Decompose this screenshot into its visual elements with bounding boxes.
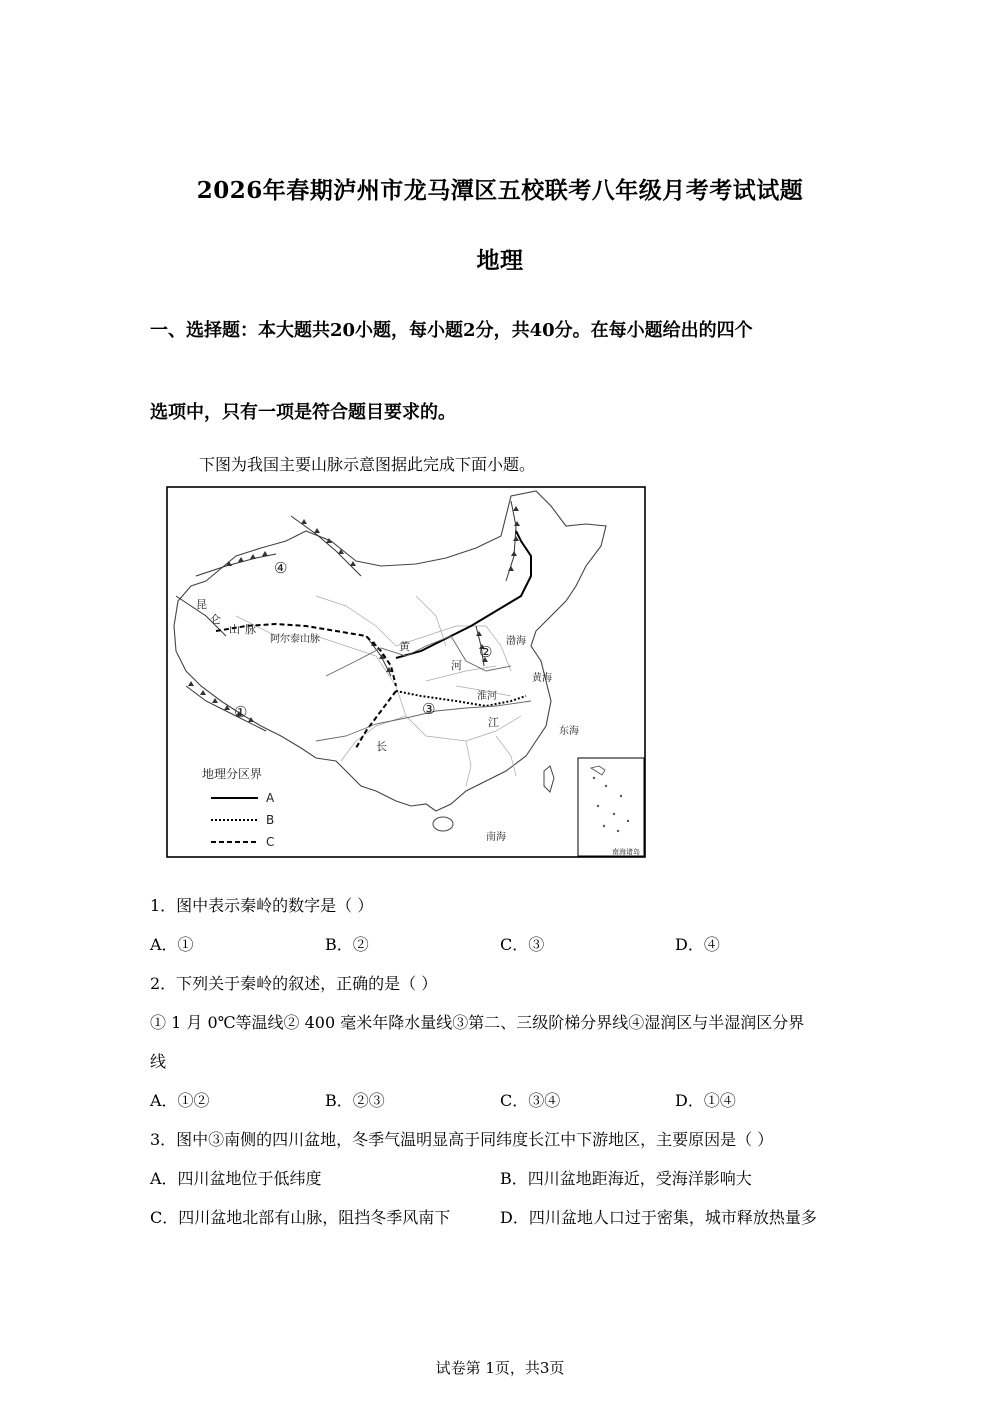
label-donghai: 东海 (559, 726, 579, 737)
question-2-statement-line2: 线 (150, 1052, 167, 1071)
label-kunlun-2: 仑 (210, 613, 221, 626)
label-number-3: ③ (422, 700, 436, 718)
question-2-option-a[interactable]: A．①② (150, 1091, 210, 1110)
question-1-option-c[interactable]: C．③ (500, 935, 545, 954)
question-2-option-b[interactable]: B．②③ (325, 1091, 385, 1110)
label-kunlun-1: 昆 (196, 598, 207, 611)
label-jiang: 江 (488, 716, 499, 729)
question-1-option-d[interactable]: D．④ (675, 935, 720, 954)
label-chang: 长 (376, 740, 387, 753)
question-1-option-a[interactable]: A．① (150, 935, 194, 954)
question-2-stem: 2．下列关于秦岭的叙述，正确的是（ ） (150, 974, 438, 993)
label-number-2: ② (479, 643, 493, 661)
exam-title: 2026年春期泸州市龙马潭区五校联考八年级月考考试试题 (196, 177, 804, 204)
legend-b: B (266, 813, 275, 827)
label-huang: 黄 (399, 640, 410, 653)
page-footer: 试卷第 1页，共3页 (435, 1359, 565, 1377)
question-2-option-d[interactable]: D．①④ (675, 1091, 736, 1110)
label-altai: 阿尔泰山脉 (270, 634, 320, 645)
question-3-option-a[interactable]: A．四川盆地位于低纬度 (150, 1169, 322, 1188)
label-kunlun-4: 脉 (245, 623, 256, 636)
legend-title: 地理分区界 (202, 767, 263, 781)
section-heading-line2: 选项中，只有一项是符合题目要求的。 (150, 402, 456, 423)
question-2-statement-line1: ① 1 月 0℃等温线② 400 毫米年降水量线③第二、三级阶梯分界线④湿润区与半湿润区分界 (150, 1013, 805, 1032)
question-1-stem: 1．图中表示秦岭的数字是（ ） (150, 896, 374, 915)
label-number-4: ④ (274, 559, 288, 577)
label-nanhai: 南海 (486, 832, 506, 843)
question-1-option-b[interactable]: B．② (325, 935, 369, 954)
question-3-option-c[interactable]: C．四川盆地北部有山脉，阻挡冬季风南下 (150, 1208, 451, 1227)
map-figure (166, 486, 646, 858)
section-heading-line1: 一、选择题：本大题共20小题，每小题2分，共40分。在每小题给出的四个 (150, 320, 753, 341)
label-bohai: 渤海 (506, 636, 526, 647)
label-huaihe: 淮河 (477, 691, 497, 702)
map-intro: 下图为我国主要山脉示意图据此完成下面小题。 (199, 455, 536, 474)
legend-c: C (266, 835, 275, 849)
nanhai-inset (578, 758, 644, 856)
legend-a: A (266, 791, 275, 805)
subject-title: 地理 (476, 247, 524, 274)
question-2-option-c[interactable]: C．③④ (500, 1091, 561, 1110)
question-3-option-d[interactable]: D．四川盆地人口过于密集，城市释放热量多 (500, 1208, 817, 1227)
china-mountain-map (166, 486, 646, 858)
question-3-stem: 3．图中③南侧的四川盆地，冬季气温明显高于同纬度长江中下游地区，主要原因是（ ） (150, 1130, 774, 1149)
label-he: 河 (451, 659, 462, 672)
label-huanghai: 黄海 (532, 673, 552, 684)
label-kunlun-3: 山 (229, 623, 240, 636)
label-nanhai-islands: 南海诸岛 (612, 848, 640, 856)
label-number-1: ① (234, 703, 248, 721)
question-3-option-b[interactable]: B．四川盆地距海近，受海洋影响大 (500, 1169, 752, 1188)
